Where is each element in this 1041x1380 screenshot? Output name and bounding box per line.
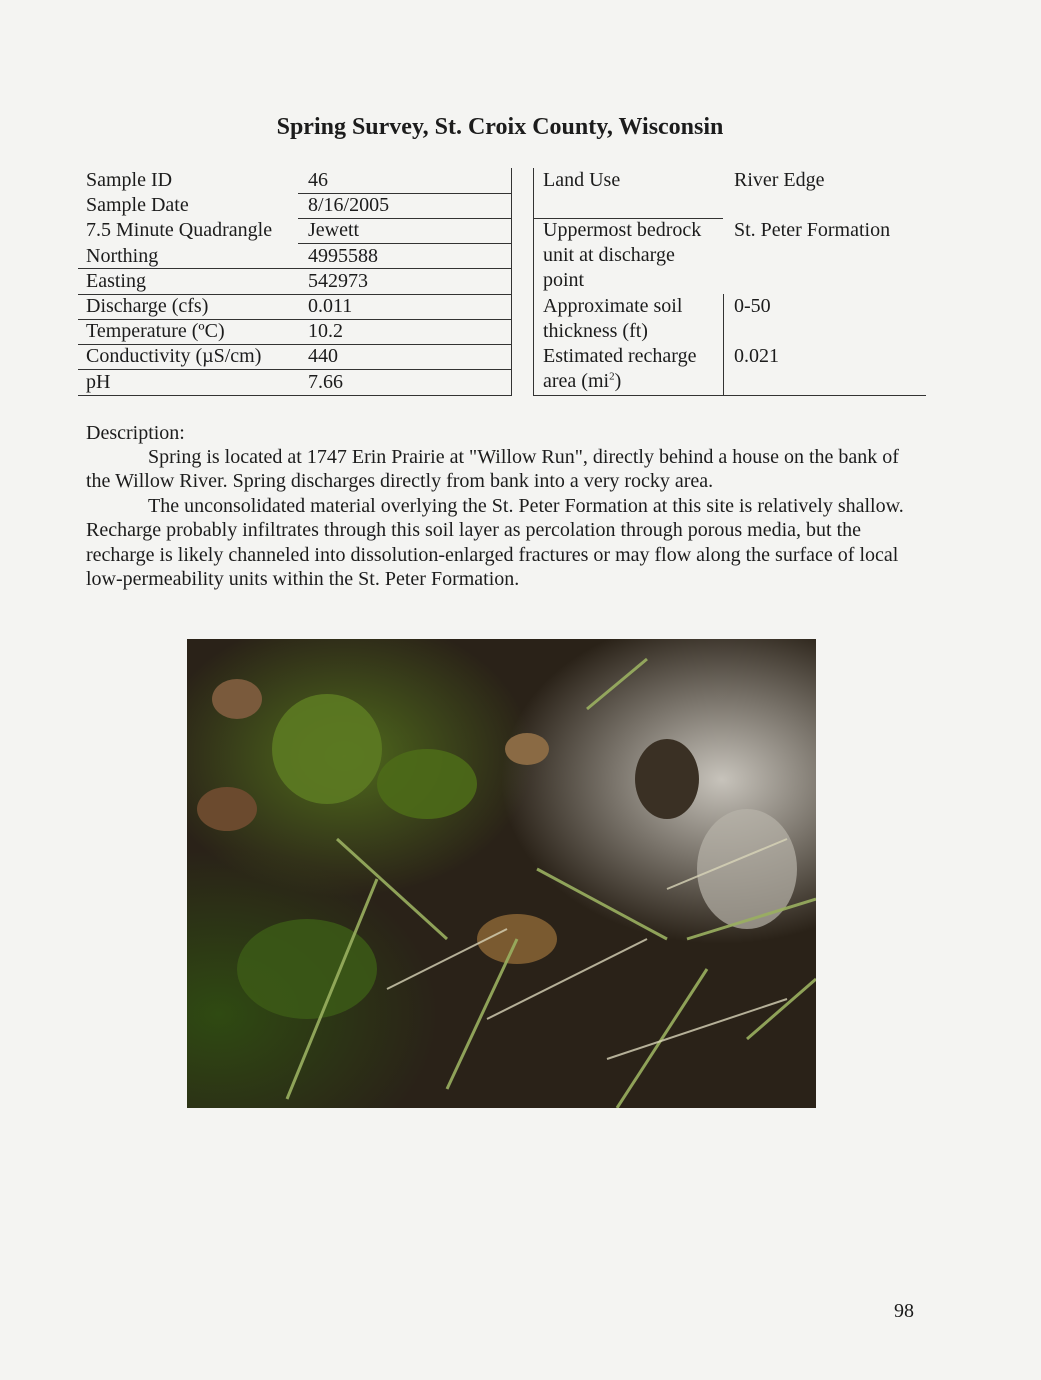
- table-row: [78, 294, 512, 319]
- table-row: [78, 269, 512, 294]
- bedrock-label: unit at discharge: [543, 244, 675, 266]
- table-rule: [298, 193, 512, 194]
- table-divider: [723, 294, 724, 396]
- row-label: Sample ID: [86, 169, 173, 191]
- row-label: Northing: [86, 244, 159, 267]
- bedrock-label: Uppermost bedrock: [543, 219, 702, 241]
- description-paragraph: Spring is located at 1747 Erin Prairie at "Willow Run", directly behind a house on the bank of the Willow River. Spring discharges directly from bank into a very rocky area.: [86, 446, 899, 493]
- recharge-label: Estimated recharge: [543, 345, 697, 367]
- row-label: Easting: [86, 269, 146, 292]
- row-value: 8/16/2005: [308, 194, 390, 217]
- table-row: [78, 370, 512, 395]
- table-rule: [78, 319, 512, 320]
- table-row: [78, 193, 512, 218]
- row-value: 440: [308, 345, 338, 368]
- table-rule: [78, 395, 512, 396]
- soil-label: Approximate soil: [543, 295, 683, 317]
- page-number: 98: [894, 1300, 914, 1322]
- soil-label: thickness (ft): [543, 320, 648, 342]
- recharge-label: [543, 369, 621, 394]
- row-value: 0.011: [308, 294, 353, 317]
- bedrock-value: St. Peter Formation: [734, 219, 891, 241]
- table-rule: [78, 294, 512, 295]
- bedrock-label: point: [543, 269, 585, 291]
- recharge-label-superscript: 2: [609, 370, 615, 383]
- land-use-label: Land Use: [543, 169, 621, 191]
- table-row: [78, 218, 512, 243]
- table-row: [78, 244, 512, 269]
- row-label: 7.5 Minute Quadrangle: [86, 219, 273, 242]
- row-label: Sample Date: [86, 194, 189, 217]
- row-value: 10.2: [308, 320, 343, 343]
- row-value: 542973: [308, 269, 368, 292]
- page-title: Spring Survey, St. Croix County, Wisconsin: [276, 114, 724, 140]
- spring-site-photo: [187, 639, 816, 1108]
- table-row: [78, 319, 512, 344]
- description-label: Description:: [86, 422, 185, 444]
- table-rule: [78, 369, 512, 370]
- table-row: [78, 168, 512, 193]
- land-use-value: River Edge: [734, 169, 825, 191]
- recharge-label-text: ): [614, 370, 622, 392]
- row-label: Conductivity (µS/cm): [86, 345, 262, 368]
- row-value: 46: [308, 169, 328, 191]
- table-divider: [533, 168, 534, 396]
- row-value: 4995588: [308, 244, 378, 267]
- recharge-value: 0.021: [734, 345, 779, 367]
- soil-value: 0-50: [734, 295, 771, 317]
- table-rule: [298, 243, 512, 244]
- table-divider: [511, 168, 512, 396]
- recharge-label-text: area (mi: [543, 370, 610, 392]
- table-rule: [298, 218, 512, 219]
- sample-info-table: [78, 168, 512, 395]
- table-row: [78, 344, 512, 369]
- description-paragraph: The unconsolidated material overlying the St. Peter Formation at this site is relatively shallow. Recharge probably infiltrates through this soil layer as percolation through porous media, but the recharge is likely channeled into dissolution-enlarged fractures or may flow along the surface of local low-permeability units within the St. Peter Formation.: [86, 495, 904, 591]
- row-label: pH: [86, 370, 111, 393]
- row-label: Temperature (ºC): [86, 320, 225, 343]
- table-rule: [533, 395, 926, 396]
- table-rule: [78, 344, 512, 345]
- row-label: Discharge (cfs): [86, 294, 209, 317]
- row-value: Jewett: [308, 219, 360, 242]
- row-value: 7.66: [308, 370, 343, 393]
- table-rule: [78, 268, 512, 269]
